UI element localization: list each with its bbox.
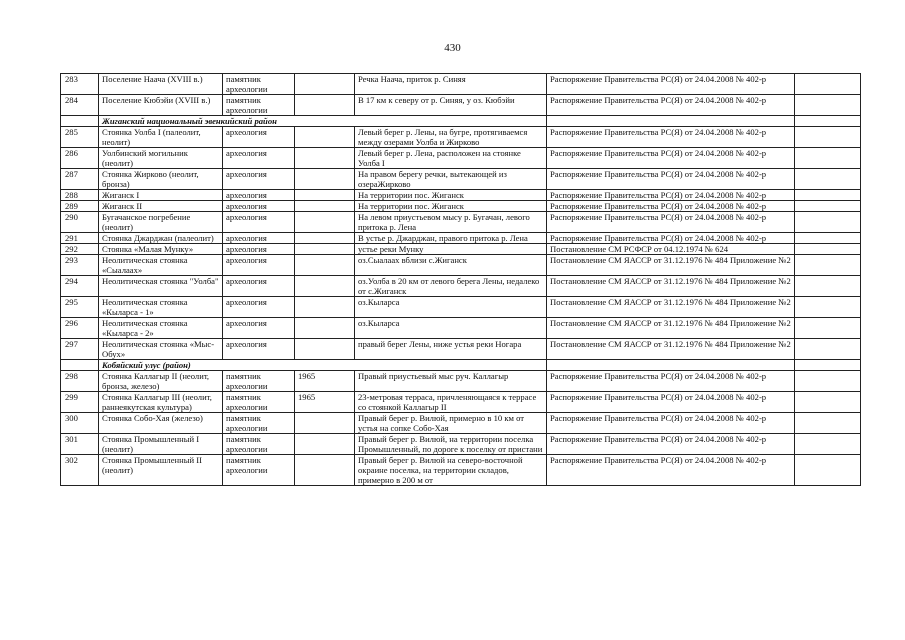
category-cell: памятник археологии — [223, 434, 295, 455]
table-row — [61, 255, 861, 276]
category-cell: археология — [223, 148, 295, 169]
row-number-cell: 292 — [61, 244, 99, 255]
date-cell — [295, 244, 355, 255]
date-cell — [295, 74, 355, 95]
category-cell: археология — [223, 212, 295, 233]
location-cell: устье реки Мунку — [355, 244, 547, 255]
category-cell: археология — [223, 276, 295, 297]
location-cell: На правом берегу речки, вытекающей из озераЖирково — [355, 169, 547, 190]
site-name-cell: Бугачанское погребение (неолит) — [99, 212, 223, 233]
category-cell: археология — [223, 297, 295, 318]
location-cell: оз.Уолба в 20 км от левого берега Лены, недалеко от с.Жиганск — [355, 276, 547, 297]
row-number-cell: 301 — [61, 434, 99, 455]
empty-cell — [795, 339, 861, 360]
row-number-cell: 300 — [61, 413, 99, 434]
empty-cell — [795, 297, 861, 318]
location-cell: Правый берег р. Вилюй, на территории поселка Промышленный, по дороге к поселку от пристани — [355, 434, 547, 455]
table-row — [61, 148, 861, 169]
site-name-cell: Неолитическая стоянка "Уолба" — [99, 276, 223, 297]
date-cell — [295, 318, 355, 339]
site-name-cell: Стоянка Собо-Хая (железо) — [99, 413, 223, 434]
table-row — [61, 434, 861, 455]
empty-cell — [795, 74, 861, 95]
site-name-cell: Неолитическая стоянка «Кыларса - 2» — [99, 318, 223, 339]
document-cell: Распоряжение Правительства РС(Я) от 24.04.2008 № 402-р — [547, 190, 795, 201]
document-cell: Распоряжение Правительства РС(Я) от 24.04.2008 № 402-р — [547, 127, 795, 148]
empty-cell — [795, 201, 861, 212]
empty-cell — [795, 190, 861, 201]
section-row-end-cell — [795, 360, 861, 371]
date-cell: 1965 — [295, 371, 355, 392]
empty-cell — [795, 233, 861, 244]
site-name-cell: Стоянка Промышленный I (неолит) — [99, 434, 223, 455]
site-name-cell: Жиганск II — [99, 201, 223, 212]
location-cell: Правый берег р. Вилюй, примерно в 10 км от устья на сопке Собо-Хая — [355, 413, 547, 434]
table-row — [61, 371, 861, 392]
location-cell: Речка Наача, приток р. Синяя — [355, 74, 547, 95]
table-row — [61, 392, 861, 413]
document-cell: Распоряжение Правительства РС(Я) от 24.04.2008 № 402-р — [547, 371, 795, 392]
category-cell: археология — [223, 233, 295, 244]
site-name-cell: Поселение Кюбэйи (XVIII в.) — [99, 95, 223, 116]
row-number-cell: 299 — [61, 392, 99, 413]
empty-cell — [795, 169, 861, 190]
date-cell — [295, 255, 355, 276]
heritage-table — [60, 73, 861, 486]
document-cell: Распоряжение Правительства РС(Я) от 24.04.2008 № 402-р — [547, 434, 795, 455]
location-cell: На территории пос. Жиганск — [355, 201, 547, 212]
site-name-cell: Стоянка «Малая Мунку» — [99, 244, 223, 255]
document-cell: Постановление СМ ЯАССР от 31.12.1976 № 484 Приложение №2 — [547, 297, 795, 318]
location-cell: В 17 км к северу от р. Синяя, у оз. Кюбэйи — [355, 95, 547, 116]
category-cell: памятник археологии — [223, 371, 295, 392]
site-name-cell: Стоянка Промышленный II (неолит) — [99, 455, 223, 486]
date-cell — [295, 169, 355, 190]
row-number-cell: 293 — [61, 255, 99, 276]
site-name-cell: Стоянка Уолба I (палеолит, неолит) — [99, 127, 223, 148]
date-cell — [295, 297, 355, 318]
location-cell: На левом приустьевом мысу р. Бугачан, левого притока р. Лена — [355, 212, 547, 233]
category-cell: памятник археологии — [223, 95, 295, 116]
date-cell — [295, 233, 355, 244]
date-cell — [295, 201, 355, 212]
empty-cell — [795, 127, 861, 148]
site-name-cell: Поселение Наача (XVIII в.) — [99, 74, 223, 95]
empty-cell — [795, 371, 861, 392]
location-cell: правый берег Лены, ниже устья реки Ногара — [355, 339, 547, 360]
row-number-cell: 298 — [61, 371, 99, 392]
document-cell: Постановление СМ ЯАССР от 31.12.1976 № 484 Приложение №2 — [547, 339, 795, 360]
table-row — [61, 212, 861, 233]
category-cell: археология — [223, 255, 295, 276]
site-name-cell: Стоянка Джарджан (палеолит) — [99, 233, 223, 244]
document-cell: Постановление СМ ЯАССР от 31.12.1976 № 484 Приложение №2 — [547, 255, 795, 276]
document-cell: Распоряжение Правительства РС(Я) от 24.04.2008 № 402-р — [547, 74, 795, 95]
category-cell: археология — [223, 201, 295, 212]
site-name-cell: Неолитическая стоянка «Мыс-Обух» — [99, 339, 223, 360]
category-cell: памятник археологии — [223, 74, 295, 95]
row-number-cell: 285 — [61, 127, 99, 148]
category-cell: археология — [223, 169, 295, 190]
table-row — [61, 339, 861, 360]
site-name-cell: Неолитическая стоянка «Кыларса - 1» — [99, 297, 223, 318]
category-cell: памятник археологии — [223, 392, 295, 413]
location-cell: Левый берег р. Лены, на бугре, протягиваемся между озерами Уолба и Жирково — [355, 127, 547, 148]
table-row — [61, 455, 861, 486]
document-cell: Постановление СМ РСФСР от 04.12.1974 № 624 — [547, 244, 795, 255]
table-row — [61, 201, 861, 212]
site-name-cell: Жиганск I — [99, 190, 223, 201]
row-number-cell: 302 — [61, 455, 99, 486]
site-name-cell: Стоянка Каллагыр III (неолит, раннеякутская культура) — [99, 392, 223, 413]
row-number-cell: 294 — [61, 276, 99, 297]
empty-cell — [795, 148, 861, 169]
section-row — [61, 116, 861, 127]
date-cell — [295, 339, 355, 360]
table-row — [61, 297, 861, 318]
document-cell: Постановление СМ ЯАССР от 31.12.1976 № 484 Приложение №2 — [547, 276, 795, 297]
row-number-cell: 290 — [61, 212, 99, 233]
table-row — [61, 413, 861, 434]
empty-cell — [795, 212, 861, 233]
date-cell — [295, 276, 355, 297]
section-heading: Кобяйский улус (район) — [99, 360, 547, 371]
location-cell: На территории пос. Жиганск — [355, 190, 547, 201]
row-number-cell: 297 — [61, 339, 99, 360]
page-number: 430 — [444, 42, 461, 54]
table-row — [61, 169, 861, 190]
location-cell: В устье р. Джарджан, правого притока р. Лена — [355, 233, 547, 244]
row-number-cell: 283 — [61, 74, 99, 95]
category-cell: археология — [223, 190, 295, 201]
section-row-end-cell — [795, 116, 861, 127]
category-cell: археология — [223, 244, 295, 255]
category-cell: археология — [223, 318, 295, 339]
date-cell — [295, 127, 355, 148]
location-cell: оз.Кыларса — [355, 297, 547, 318]
empty-cell — [795, 95, 861, 116]
empty-cell — [795, 255, 861, 276]
document-cell: Распоряжение Правительства РС(Я) от 24.04.2008 № 402-р — [547, 95, 795, 116]
document-cell: Постановление СМ ЯАССР от 31.12.1976 № 484 Приложение №2 — [547, 318, 795, 339]
empty-cell — [795, 276, 861, 297]
location-cell: 23-метровая терраса, причленяющаяся к террасе со стоянкой Каллагыр II — [355, 392, 547, 413]
location-cell: Левый берег р. Лена, расположен на стоянке Уолба I — [355, 148, 547, 169]
section-row-spacer — [61, 360, 99, 371]
document-cell: Распоряжение Правительства РС(Я) от 24.04.2008 № 402-р — [547, 169, 795, 190]
section-row-doc-cell — [547, 116, 795, 127]
table-row — [61, 233, 861, 244]
date-cell — [295, 148, 355, 169]
row-number-cell: 286 — [61, 148, 99, 169]
section-row — [61, 360, 861, 371]
table-body — [61, 74, 861, 486]
date-cell — [295, 212, 355, 233]
empty-cell — [795, 244, 861, 255]
empty-cell — [795, 318, 861, 339]
document-cell: Распоряжение Правительства РС(Я) от 24.04.2008 № 402-р — [547, 148, 795, 169]
date-cell: 1965 — [295, 392, 355, 413]
row-number-cell: 291 — [61, 233, 99, 244]
date-cell — [295, 434, 355, 455]
category-cell: археология — [223, 127, 295, 148]
date-cell — [295, 413, 355, 434]
row-number-cell: 287 — [61, 169, 99, 190]
location-cell: Правый берег р. Вилюй на северо-восточной окраине поселка, на территории складов, примерно в 200 м от — [355, 455, 547, 486]
section-row-spacer — [61, 116, 99, 127]
document-cell: Распоряжение Правительства РС(Я) от 24.04.2008 № 402-р — [547, 392, 795, 413]
site-name-cell: Неолитическая стоянка «Сыалаах» — [99, 255, 223, 276]
location-cell: Правый приустьевый мыс руч. Каллагыр — [355, 371, 547, 392]
date-cell — [295, 190, 355, 201]
row-number-cell: 288 — [61, 190, 99, 201]
empty-cell — [795, 413, 861, 434]
date-cell — [295, 455, 355, 486]
section-heading: Жиганский национальный эвенкийский район — [99, 116, 547, 127]
location-cell: оз.Кыларса — [355, 318, 547, 339]
category-cell: памятник археологии — [223, 413, 295, 434]
category-cell: памятник археологии — [223, 455, 295, 486]
document-cell: Распоряжение Правительства РС(Я) от 24.04.2008 № 402-р — [547, 212, 795, 233]
section-row-doc-cell — [547, 360, 795, 371]
site-name-cell: Уолбинский могильник (неолит) — [99, 148, 223, 169]
row-number-cell: 289 — [61, 201, 99, 212]
row-number-cell: 284 — [61, 95, 99, 116]
site-name-cell: Стоянка Каллагыр II (неолит, бронза, железо) — [99, 371, 223, 392]
date-cell — [295, 95, 355, 116]
table-row — [61, 276, 861, 297]
empty-cell — [795, 455, 861, 486]
table-row — [61, 127, 861, 148]
row-number-cell: 296 — [61, 318, 99, 339]
table-row — [61, 318, 861, 339]
location-cell: оз.Сыалаах вблизи с.Жиганск — [355, 255, 547, 276]
site-name-cell: Стоянка Жирково (неолит, бронза) — [99, 169, 223, 190]
document-cell: Распоряжение Правительства РС(Я) от 24.04.2008 № 402-р — [547, 201, 795, 212]
row-number-cell: 295 — [61, 297, 99, 318]
table-row — [61, 190, 861, 201]
document-cell: Распоряжение Правительства РС(Я) от 24.04.2008 № 402-р — [547, 455, 795, 486]
category-cell: археология — [223, 339, 295, 360]
empty-cell — [795, 392, 861, 413]
document-cell: Распоряжение Правительства РС(Я) от 24.04.2008 № 402-р — [547, 413, 795, 434]
table-row — [61, 95, 861, 116]
table-row — [61, 74, 861, 95]
document-cell: Распоряжение Правительства РС(Я) от 24.04.2008 № 402-р — [547, 233, 795, 244]
empty-cell — [795, 434, 861, 455]
table-row — [61, 244, 861, 255]
